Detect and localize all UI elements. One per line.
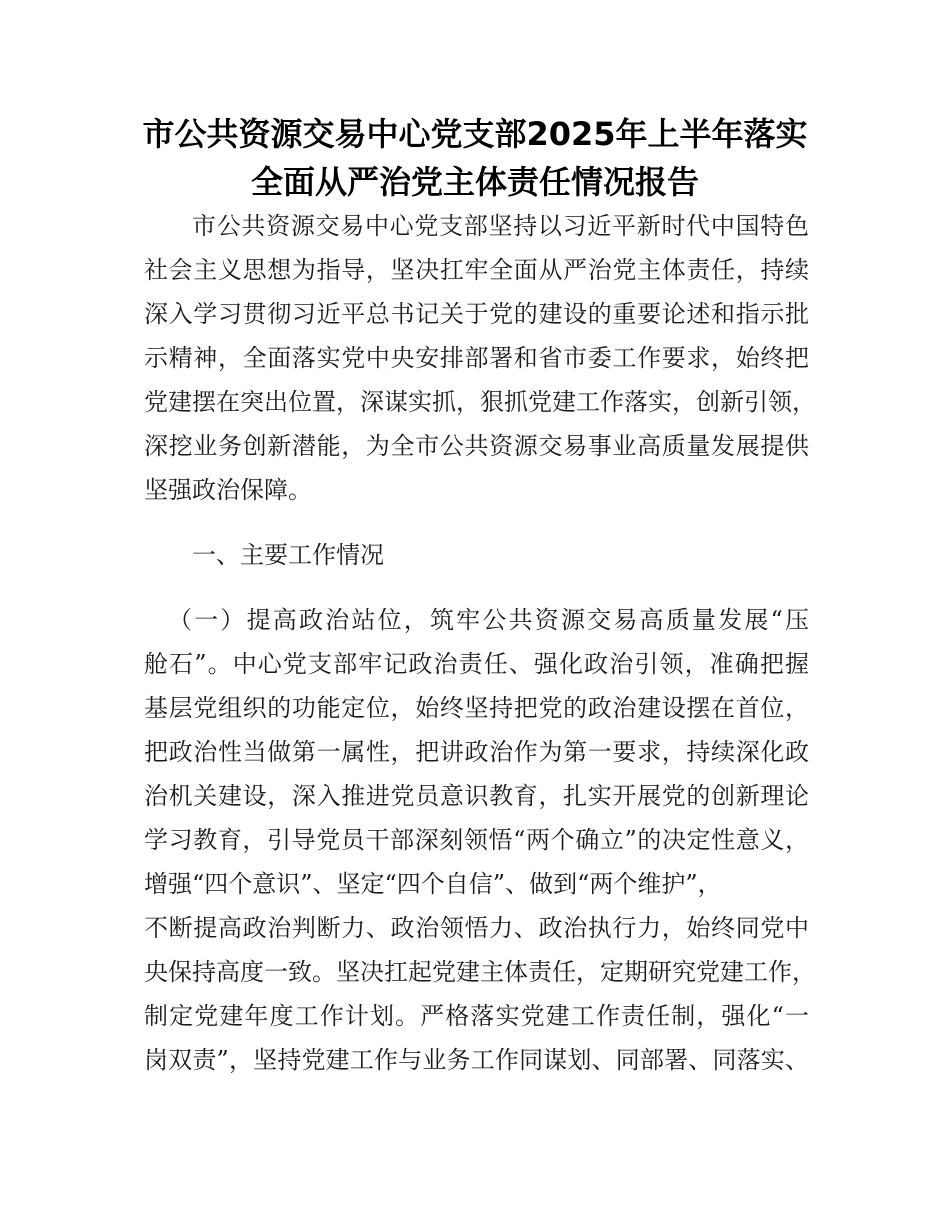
- section-1-line: 基层党组织的功能定位，始终坚持把党的政治建设摆在首位，: [144, 694, 809, 722]
- section-heading: 一、主要工作情况: [192, 541, 384, 569]
- section-1-line: 不断提高政治判断力、政治领悟力、政治执行力，始终同党中: [144, 914, 809, 942]
- intro-line: 党建摆在突出位置，深谋实抓，狠抓党建工作落实，创新引领，: [144, 388, 816, 416]
- intro-line: 示精神，全面落实党中央安排部署和省市委工作要求，始终把: [144, 344, 809, 372]
- section-1-line: 治机关建设，深入推进党员意识教育，扎实开展党的创新理论: [144, 782, 809, 810]
- section-1-paragraph: [144, 598, 816, 1082]
- section-1-line: 央保持高度一致。坚决扛起党建主体责任，定期研究党建工作，: [144, 958, 816, 986]
- paragraph-gap: [144, 512, 809, 533]
- intro-line: 深入学习贯彻习近平总书记关于党的建设的重要论述和指示批: [144, 300, 809, 328]
- document-body: [144, 204, 816, 1082]
- section-1-line: 学习教育，引导党员干部深刻领悟“两个确立”的决定性意义，: [144, 826, 809, 854]
- document-title-line-2: 全面从严治党主体责任情况报告: [250, 163, 699, 201]
- document-title-line-1: 市公共资源交易中心党支部2025年上半年落实: [142, 115, 808, 153]
- paragraph-gap: [144, 577, 809, 598]
- intro-paragraph: [144, 204, 816, 512]
- intro-line: 深挖业务创新潜能，为全市公共资源交易事业高质量发展提供: [144, 432, 809, 460]
- section-1-line: 把政治性当做第一属性，把讲政治作为第一要求，持续深化政: [144, 738, 809, 766]
- section-1-line: （一）提高政治站位，筑牢公共资源交易高质量发展“压: [168, 606, 809, 634]
- intro-line: 坚强政治保障。: [144, 476, 312, 504]
- intro-line: 社会主义思想为指导，坚决扛牢全面从严治党主体责任，持续: [144, 256, 809, 284]
- section-1-line: 岗双责”，坚持党建工作与业务工作同谋划、同部署、同落实、: [144, 1046, 809, 1074]
- section-1-line: 制定党建年度工作计划。严格落实党建工作责任制，强化“一: [144, 1002, 809, 1030]
- section-1-line: 舱石”。中心党支部牢记政治责任、强化政治引领，准确把握: [144, 650, 809, 678]
- section-1-line: 增强“四个意识”、坚定“四个自信”、做到“两个维护”，: [144, 870, 722, 898]
- intro-line: 市公共资源交易中心党支部坚持以习近平新时代中国特色: [192, 212, 809, 240]
